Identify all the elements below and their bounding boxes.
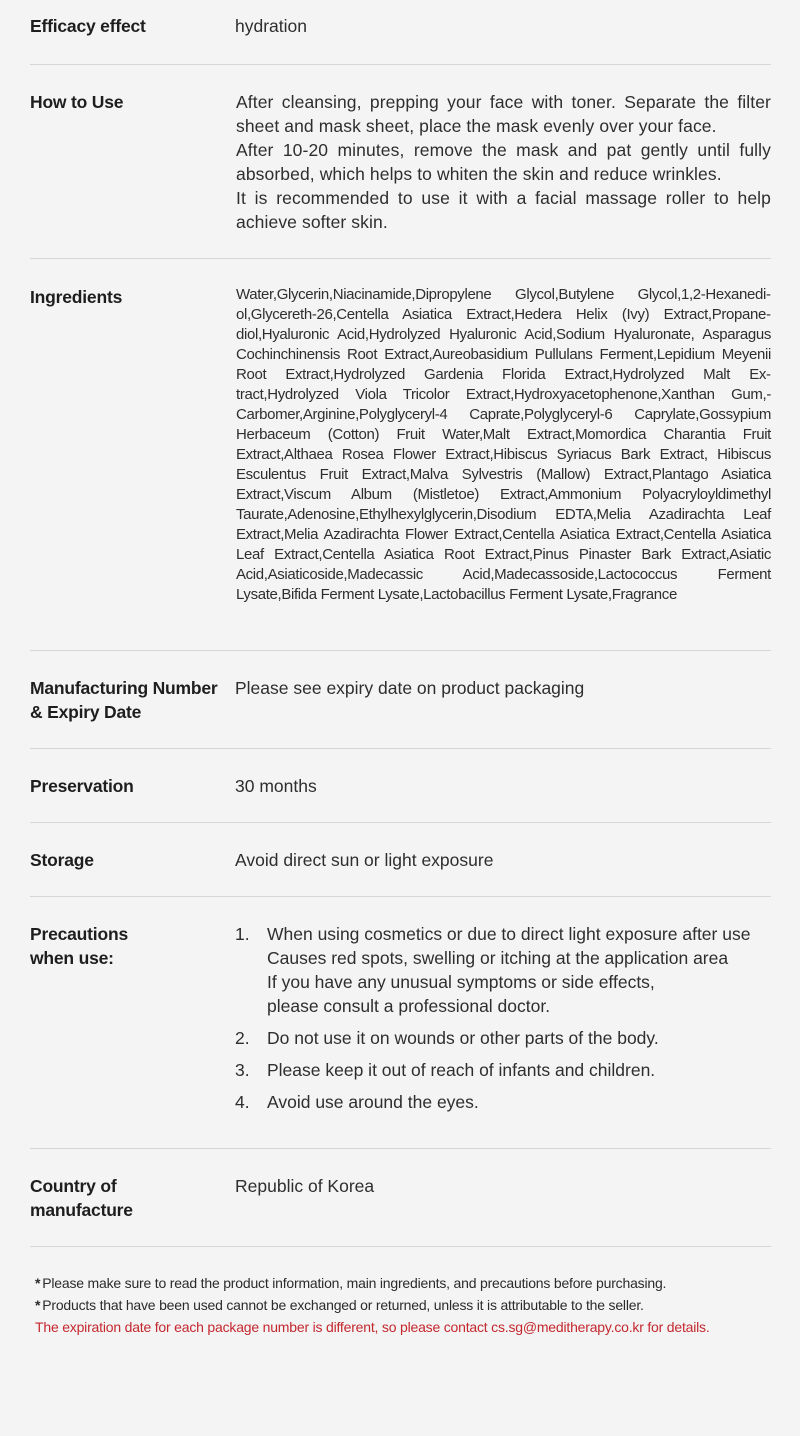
precaution-line: please consult a professional doctor. xyxy=(267,996,551,1016)
note-asterisk: * xyxy=(35,1275,41,1291)
precaution-line: Do not use it on wounds or other parts of the body. xyxy=(267,1028,659,1048)
row-manufacturing xyxy=(30,651,771,749)
note-no-returns-text: Products that have been used cannot be exchanged or returned, unless it is attributable to the seller. xyxy=(42,1297,644,1313)
precaution-text xyxy=(267,1090,479,1114)
note-asterisk: * xyxy=(35,1297,41,1313)
product-info-table xyxy=(30,0,771,1247)
how-to-use-value xyxy=(235,90,771,258)
how-to-use-line-2: After 10-20 minutes, remove the mask and pat gently until fully absorbed, which helps to whiten the skin and reduce wrinkles. xyxy=(236,140,771,184)
precautions-label xyxy=(30,922,235,1148)
precaution-text xyxy=(267,1026,659,1050)
row-efficacy xyxy=(30,0,771,65)
ingredients-value: Water,Glycerin,Niacinamide,Dipropylene Glycol,Butylene Glycol,1,2-Hexanediol,Glycereth-26,Centella Asiatica Extract,Hedera Helix (Ivy) Extract,Propanediol,Hyaluronic Acid,Hydrolyzed Hyaluronic Acid,Sodium Hyaluronate, Asparagus Cochinchinensis Root Extract,Aureobasidium Pullulans Ferment,Lepidium Meyenii Root Extract,Hydrolyzed Gardenia Florida Extract,Hydrolyzed Malt Extract,Hydrolyzed Viola Tricolor Extract,Hydroxyacetophenone,Xanthan Gum,-Carbomer,Arginine,Polyglyceryl-4 Caprate,Polyglyceryl-6 Caprylate,Gossypium Herbaceum (Cotton) Fruit Water,Malt Extract,Momordica Charantia Fruit Extract,Althaea Rosea Flower Extract,Hibiscus Syriacus Bark Extract, Hibiscus Esculentus Fruit Extract,Malva Sylvestris (Mallow) Extract,Plantago Asiatica Extract,Viscum Album (Mistletoe) Extract,Ammonium Polyacryloyldimethyl Taurate,Adenosine,Ethylhexylglycerin,Disodium EDTA,Melia Azadirachta Leaf Extract,Melia Azadirachta Flower Extract,Centella Asiatica Extract,Centella Asiatica Leaf Extract,Centella Asiatica Root Extract,Pinus Pinaster Bark Extract,Asiatic Acid,Asiaticoside,Madecassic Acid,Madecassoside,Lactococcus Ferment Lysate,Bifida Ferment Lysate,Lactobacillus Ferment Lysate,Fragrance xyxy=(236,286,771,603)
precautions-value xyxy=(235,922,771,1148)
manufacturing-value: Please see expiry date on product packaging xyxy=(235,678,585,698)
preservation-value: 30 months xyxy=(235,776,317,796)
precaution-number: 4. xyxy=(235,1092,250,1112)
row-precautions xyxy=(30,897,771,1149)
precaution-line: When using cosmetics or due to direct light exposure after use xyxy=(267,924,751,944)
row-ingredients xyxy=(30,259,771,651)
country-value: Republic of Korea xyxy=(235,1176,375,1196)
how-to-use-label: How to Use xyxy=(30,92,124,112)
precautions-label-line-1: Precautions xyxy=(30,924,128,944)
how-to-use-line-3: It is recommended to use it with a facial massage roller to help achieve softer skin. xyxy=(236,188,771,232)
storage-label: Storage xyxy=(30,850,94,870)
country-label-line-2: manufacture xyxy=(30,1200,133,1220)
how-to-use-line-1: After cleansing, prepping your face with toner. Separate the filter sheet and mask sheet, place the mask evenly over your face. xyxy=(236,92,771,136)
row-storage xyxy=(30,823,771,897)
manufacturing-label-line-1: Manufacturing Number xyxy=(30,678,218,698)
note-read-info xyxy=(35,1272,775,1294)
precaution-number: 2. xyxy=(235,1028,250,1048)
manufacturing-label xyxy=(30,676,235,748)
manufacturing-label-line-2: & Expiry Date xyxy=(30,702,142,722)
precaution-text xyxy=(267,922,750,1018)
precaution-item xyxy=(235,1058,771,1082)
precaution-item xyxy=(235,1026,771,1050)
efficacy-value: hydration xyxy=(235,16,307,36)
precaution-text xyxy=(267,1058,655,1082)
ingredients-label: Ingredients xyxy=(30,287,123,307)
precaution-number: 1. xyxy=(235,924,250,944)
row-preservation xyxy=(30,749,771,823)
note-read-info-text: Please make sure to read the product information, main ingredients, and precautions before purchasing. xyxy=(42,1275,667,1291)
storage-value: Avoid direct sun or light exposure xyxy=(235,850,494,870)
precaution-item xyxy=(235,922,771,1018)
precautions-list xyxy=(235,922,771,1114)
row-how-to-use xyxy=(30,65,771,259)
precaution-item xyxy=(235,1090,771,1114)
country-label-line-1: Country of xyxy=(30,1176,117,1196)
row-country xyxy=(30,1149,771,1247)
note-expiration-contact: The expiration date for each package number is different, so please contact cs.sg@meditherapy.co.kr for details. xyxy=(35,1319,710,1335)
precaution-line: Avoid use around the eyes. xyxy=(267,1092,479,1112)
precautions-label-line-2: when use: xyxy=(30,948,114,968)
precaution-line: Causes red spots, swelling or itching at the application area xyxy=(267,948,729,968)
precaution-line: Please keep it out of reach of infants and children. xyxy=(267,1060,656,1080)
purchase-notes xyxy=(35,1272,775,1338)
precaution-line: If you have any unusual symptoms or side effects, xyxy=(267,972,655,992)
country-label xyxy=(30,1174,235,1246)
note-no-returns xyxy=(35,1294,775,1316)
efficacy-label: Efficacy effect xyxy=(30,16,146,36)
precaution-number: 3. xyxy=(235,1060,250,1080)
preservation-label: Preservation xyxy=(30,776,134,796)
